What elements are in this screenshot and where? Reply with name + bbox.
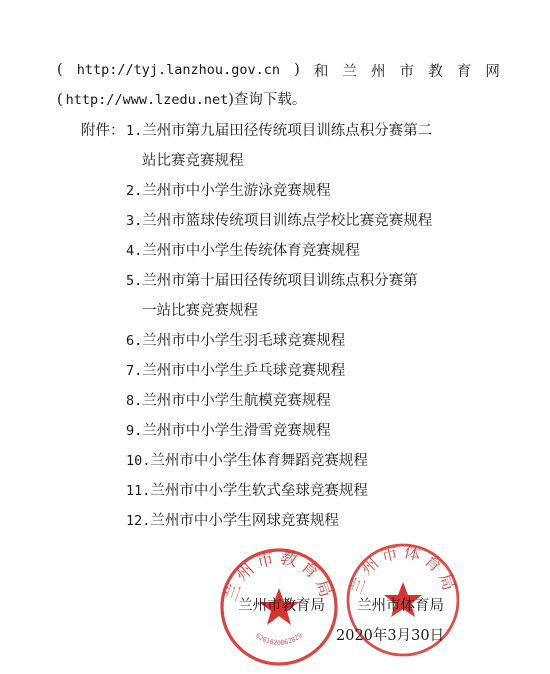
intro-rest-text: )查询下载。 bbox=[228, 92, 307, 108]
sports-bureau-url-link[interactable]: http://tyj.lanzhou.gov.cn bbox=[76, 62, 280, 78]
attachment-number: 5. bbox=[126, 273, 143, 289]
seal-code-text: 6201020062829 bbox=[254, 631, 304, 647]
seal-top-text: 兰州市体育局 bbox=[345, 542, 461, 597]
attachment-number: 2. bbox=[126, 183, 143, 199]
intro-char: 州 bbox=[371, 63, 386, 80]
attachment-title: 兰州市第十届田径传统项目训练点积分赛第 bbox=[142, 273, 418, 289]
attachment-number: 12. bbox=[126, 513, 151, 529]
attachment-item bbox=[126, 421, 331, 441]
attachment-title-continuation: 一站比赛竞赛规程 bbox=[142, 303, 258, 319]
attachment-item bbox=[126, 121, 432, 141]
intro-paren-close: ) bbox=[294, 62, 300, 78]
attachment-number: 1. bbox=[126, 123, 143, 139]
attachment-number: 8. bbox=[126, 393, 143, 409]
document-date: 2020年3月30日 bbox=[336, 628, 445, 644]
attachment-title: 兰州市篮球传统项目训练点学校比赛竞赛规程 bbox=[142, 213, 433, 229]
attachment-item bbox=[126, 331, 345, 351]
attachment-number: 9. bbox=[126, 423, 143, 439]
attachment-item bbox=[126, 181, 331, 201]
intro-char: 兰 bbox=[342, 63, 357, 80]
attachment-item bbox=[126, 271, 418, 291]
svg-text:6201020062829 bbox=[254, 631, 304, 646]
attachment-item bbox=[126, 241, 360, 261]
attachment-item bbox=[126, 451, 368, 471]
attachment-title: 兰州市中小学生游泳竞赛规程 bbox=[142, 183, 331, 199]
intro-char: 教 bbox=[428, 63, 443, 80]
attachment-number: 10. bbox=[126, 453, 151, 469]
attachment-title-continuation: 站比赛竞赛规程 bbox=[142, 153, 244, 169]
attachment-title: 兰州市中小学生羽毛球竞赛规程 bbox=[142, 333, 346, 349]
intro-char: 网 bbox=[485, 63, 500, 80]
attachment-number: 3. bbox=[126, 213, 143, 229]
attachment-title: 兰州市第九届田径传统项目训练点积分赛第二 bbox=[142, 123, 433, 139]
attachment-number: 11. bbox=[126, 483, 151, 499]
attachment-title: 兰州市中小学生网球竞赛规程 bbox=[150, 513, 339, 529]
intro-paren-open: ( bbox=[57, 62, 63, 78]
attachment-item bbox=[126, 211, 432, 231]
intro-char: 育 bbox=[456, 63, 472, 80]
attachment-title: 兰州市中小学生软式垒球竞赛规程 bbox=[150, 483, 368, 499]
education-bureau-signature: 兰州市教育局 bbox=[238, 598, 325, 614]
attachment-item bbox=[126, 481, 368, 501]
intro-line-1 bbox=[57, 60, 500, 80]
attachment-title: 兰州市中小学生体育舞蹈竞赛规程 bbox=[150, 453, 368, 469]
attachment-title: 兰州市中小学生乒乓球竞赛规程 bbox=[142, 363, 346, 379]
attachment-title: 兰州市中小学生滑雪竞赛规程 bbox=[142, 423, 331, 439]
edu-bureau-url-link[interactable]: http://www.lzedu.net bbox=[65, 92, 229, 108]
seal-top-text: 兰州市教育局 bbox=[220, 547, 338, 604]
sports-bureau-signature: 兰州市体育局 bbox=[357, 598, 444, 614]
attachment-title: 兰州市中小学生传统体育竞赛规程 bbox=[142, 243, 360, 259]
intro-char: 市 bbox=[399, 63, 415, 80]
attachment-title: 兰州市中小学生航模竞赛规程 bbox=[142, 393, 331, 409]
attachment-number: 6. bbox=[126, 333, 143, 349]
intro-line-2 bbox=[57, 90, 306, 110]
attachment-number: 7. bbox=[126, 363, 143, 379]
attachment-item bbox=[126, 391, 331, 411]
attachments-label: 附件： bbox=[81, 123, 125, 139]
intro-paren-open: ( bbox=[57, 92, 63, 108]
attachment-item bbox=[126, 361, 345, 381]
intro-char: 和 bbox=[313, 63, 329, 80]
attachment-item bbox=[126, 511, 339, 531]
attachment-number: 4. bbox=[126, 243, 143, 259]
